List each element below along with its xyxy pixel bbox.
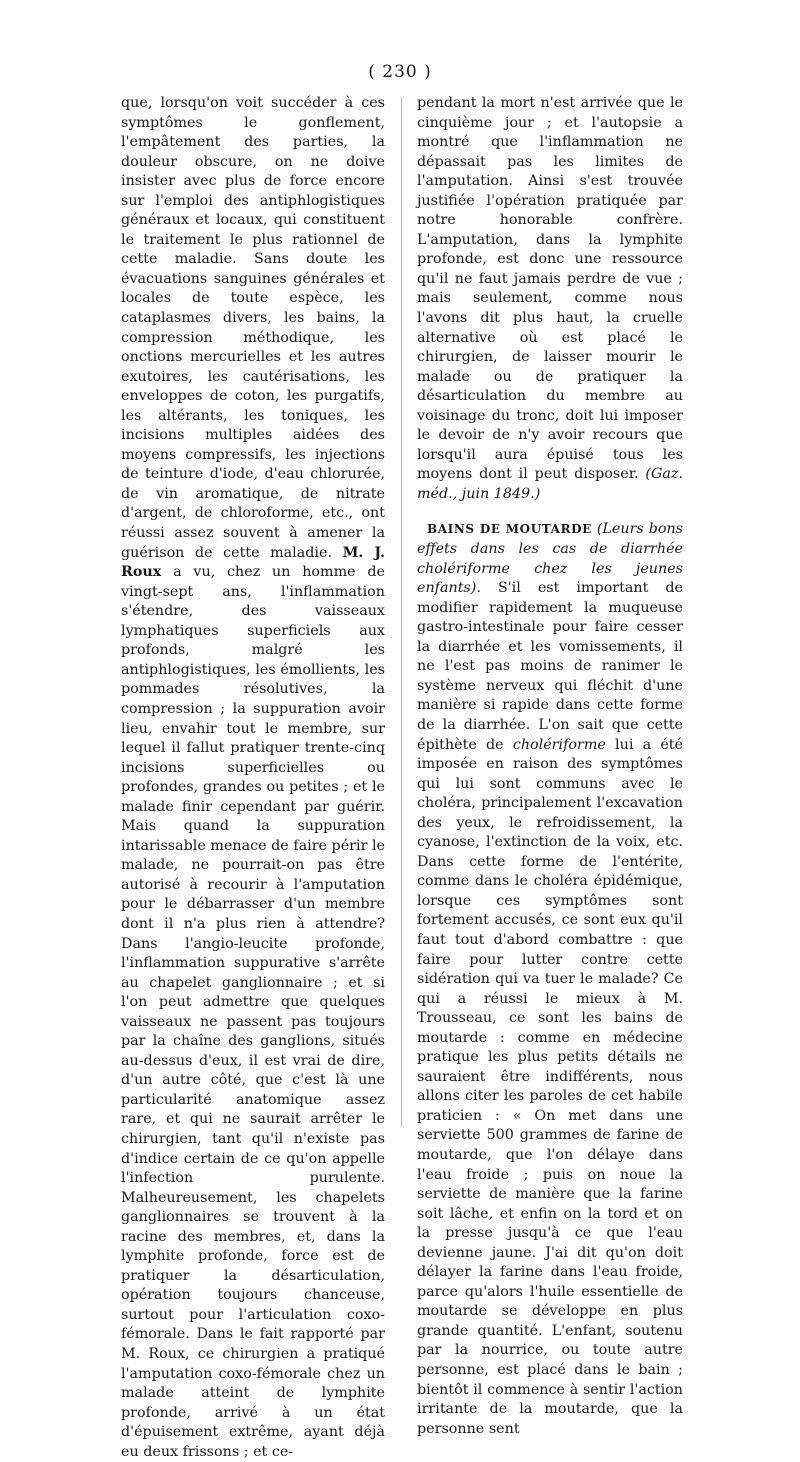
left-paragraph-1-text: que, lorsqu'on voit succéder à ces symptômes le gonflement, l'empâtement des parties, la douleur obscure, on ne doive insister avec plus de force encore sur l'emploi des antiphlogistiques généraux et locaux, qui constituent le traitement le plus rationnel de cette maladie. Sans doute les évacuations sanguines générales et locales de toute espèce, les cataplasmes divers, les bains, la compression méthodique, les onctions mercurielles et les autres exutoires, les cautérisations, les enveloppes de coton, les purgatifs, les altérants, les toniques, les incisions multiples aidées des moyens compressifs, les injections de teinture d'iode, d'eau chlorurée, de vin aromatique, de nitrate d'argent, de chloroforme, etc., ont réussi assez souvent à amener la guérison de cette maladie.: [121, 95, 385, 561]
author-name-roux: M. J. Roux: [121, 544, 385, 581]
citation: (Gaz. méd., juin 1849.): [417, 466, 683, 502]
section-heading: BAINS DE MOUTARDE: [427, 522, 592, 537]
page-number: ( 230 ): [368, 62, 432, 82]
section-bains-de-moutarde: [417, 520, 683, 1439]
section-subtitle: (Leurs bons effets dans les cas de diarrhée cholériforme chez les jeunes enfants).: [417, 521, 683, 597]
right-paragraph-2b-text: lui a été imposée en raison des symptômes qui lui sont communs avec le choléra, principalement l'excavation des yeux, le refroidissement, la cyanose, l'extinction de la voix, etc. Dans cette forme de l'entérite, comme dans le choléra épidémique, lorsque ces symptômes sont fortement accusés, ce sont eux qu'il faut tout d'abord combattre : que faire pour lutter contre cette sidération qui va tuer le malade? Ce qui a réussi le mieux à M. Trousseau, ce sont les bains de moutarde : comme en médecine pratique les plus petits détails ne sauraient être indifférents, nous allons citer les paroles de cet habile praticien : « On met dans une serviette 500 grammes de farine de moutarde, que l'on délaye dans l'eau froide ; puis on noue la serviette de manière que la farine soit lâche, et enfin on la tord et on la presse jusqu'à ce que l'eau devienne jaune. J'ai dit qu'on doit délayer la farine dans l'eau froide, parce qu'alors l'huile essentielle de moutarde se développe en plus grande quantité. L'enfant, soutenu par la nourrice, ou toute autre personne, est placé dans le bain ; bientôt il commence à sentir l'action irritante de la moutarde, que la personne sent: [417, 736, 683, 1437]
left-column: [121, 94, 385, 1460]
right-column: [417, 94, 683, 1437]
right-paragraph-1-text: pendant la mort n'est arrivée que le cinquième jour ; et l'autopsie a montré que l'inflammation ne dépassait pas les limites de l'amputation. Ainsi s'est trouvée justifiée l'opération pratiquée par notre honorable confrère. L'amputation, dans la lymphite profonde, est donc une ressource qu'il ne faut jamais perdre de vue ; mais seulement, comme nous l'avons dit plus haut, la cruelle alternative où est placé le chirurgien, de laisser mourir le malade ou de pratiquer la désarticulation du membre au voisinage du tronc, doit lui imposer le devoir de n'y avoir recours que lorsqu'il aura épuisé tous les moyens dont il peut disposer.: [417, 95, 683, 483]
right-paragraph-1: [417, 94, 683, 504]
right-paragraph-2a-text: S'il est important de modifier rapidement la muqueuse gastro-intestinale pour faire cesser la diarrhée et les vomissements, il ne l'est pas moins de ranimer le système nerveux qui fléchit d'une manière si rapide dans cette forme de la diarrhée. L'on sait que cette épithète de: [417, 580, 683, 753]
left-paragraph-2-text: a vu, chez un homme de vingt-sept ans, l'inflammation s'étendre, des vaisseaux lymphatiques superficiels aux profonds, malgré les antiphlogistiques, les émollients, les pommades résolutives, la compression ; la suppuration avoir lieu, envahir tout le membre, sur lequel il fallut pratiquer trente-cinq incisions superficielles ou profondes, grandes ou petites ; et le malade finir cependant par guérir. Mais quand la suppuration intarissable menace de faire périr le malade, ne pourrait-on pas être autorisé à recourir à l'amputation pour le débarrasser d'un membre dont il n'a plus rien à attendre? Dans l'angio-leucite profonde, l'inflammation suppurative s'arrête au chapelet ganglionnaire ; et si l'on peut admettre que quelques vaisseaux ne passent pas toujours par la chaîne des ganglions, situés au-dessus d'eux, il est vrai de dire, d'un autre côté, que c'est là une particularité anatomique assez rare, et qui ne saurait arrêter le chirurgien, tant qu'il n'existe pas d'indice certain de ce qu'on appelle l'infection purulente. Malheureusement, les chapelets ganglionnaires se trouvent à la racine des membres, et, dans la lymphite profonde, force est de pratiquer la désarticulation, opération toujours chanceuse, surtout pour l'articulation coxo-fémorale. Dans le fait rapporté par M. Roux, ce chirurgien a pratiqué l'amputation coxo-fémorale chez un malade atteint de lymphite profonde, arrivé à un état d'épuisement extrême, ayant déjà eu deux frissons ; et ce-: [121, 564, 385, 1460]
term-choleriforme: cholériforme: [512, 736, 606, 753]
left-paragraph: [121, 94, 385, 1462]
column-divider: [401, 97, 402, 1127]
